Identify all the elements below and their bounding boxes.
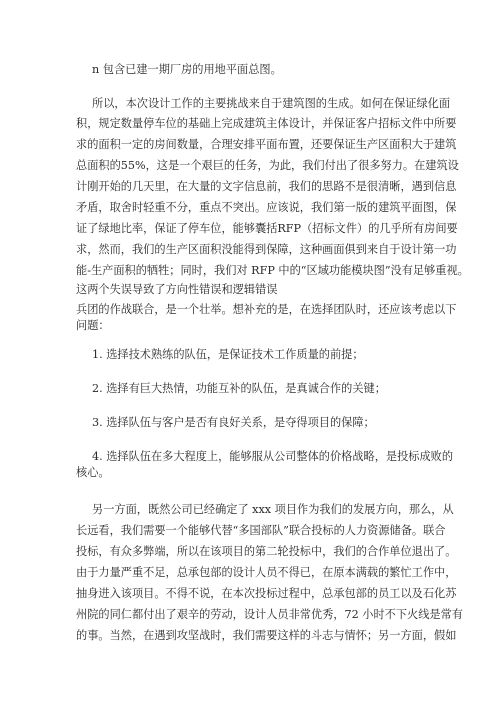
list-item: 2. 选择有巨大热情，功能互补的队伍，是真诚合作的关键； bbox=[92, 382, 386, 395]
text-line: 所以，本次设计工作的主要挑战来自于建筑图的生成。如何在保证绿化面 bbox=[92, 97, 451, 110]
list-item: 4. 选择队伍在多大程度上，能够服从公司整体的价格战略，是投标成败的 bbox=[92, 450, 454, 463]
list-item: 核心。 bbox=[76, 466, 110, 479]
text-line: 求的面积一定的房间数量，合理安排平面布置，还要保证生产区面积大于建筑 bbox=[76, 138, 457, 151]
text-line: 总面积的55%，这是一个艰巨的任务，为此，我们付出了很多努力。在建筑设 bbox=[76, 159, 459, 172]
list-item: 3. 选择队伍与客户是否有良好关系，是夺得项目的保障； bbox=[92, 416, 375, 429]
text-line: 由于力量严重不足，总承包部的设计人员不得已，在原本满载的繁忙工作中， bbox=[76, 566, 457, 579]
text-line: 另一方面，既然公司已经确定了 xxx 项目作为我们的发展方向，那么，从 bbox=[92, 503, 454, 516]
text-line: 兵团的作战联合，是一个壮举。想补充的是，在选择团队时，还应该考虑以下 bbox=[76, 303, 457, 316]
text-line: 矛盾，取舍时轻重不分，重点不突出。应该说，我们第一版的建筑平面图，保 bbox=[76, 201, 457, 214]
text-line: 积，规定数量停车位的基础上完成建筑主体设计，并保证客户招标文件中所要 bbox=[76, 117, 457, 130]
text-line: 这两个失误导致了方向性错误和逻辑错误 bbox=[76, 283, 278, 296]
intro-line: n 包含已建一期厂房的用地平面总图。 bbox=[92, 63, 282, 76]
text-line: 证了绿地比率，保证了停车位，能够囊括RFP（招标文件）的几乎所有房间要 bbox=[76, 222, 458, 235]
text-line: 州院的同仁都付出了艰辛的劳动，设计人员非常优秀，72 小时不下火线是常有 bbox=[76, 608, 463, 621]
text-line: 的事。当然，在遇到攻坚战时，我们需要这样的斗志与情怀；另一方面，假如 bbox=[76, 629, 457, 642]
text-line: 能-生产面积的牺牲；同时，我们对 RFP 中的“区域功能模块图”没有足够重视。 bbox=[76, 264, 469, 277]
text-line: 计刚开始的几天里，在大量的文字信息前，我们的思路不是很清晰，遇到信息 bbox=[76, 180, 457, 193]
text-line: 长远看，我们需要一个能够代替“多国部队”联合投标的人力资源储备。联合 bbox=[76, 524, 446, 537]
text-line: 投标，有众多弊端，所以在该项目的第二轮投标中，我们的合作单位退出了。 bbox=[76, 545, 457, 558]
text-line: 求，然而，我们的生产区面积没能得到保障，这种画面俱到来自于设计第一功 bbox=[76, 243, 457, 256]
text-line: 问题： bbox=[76, 319, 110, 332]
list-item: 1. 选择技术熟练的队伍，是保证技术工作质量的前提； bbox=[92, 348, 364, 361]
text-line: 抽身进入该项目。不得不说，在本次投标过程中，总承包部的员工以及石化苏 bbox=[76, 587, 457, 600]
